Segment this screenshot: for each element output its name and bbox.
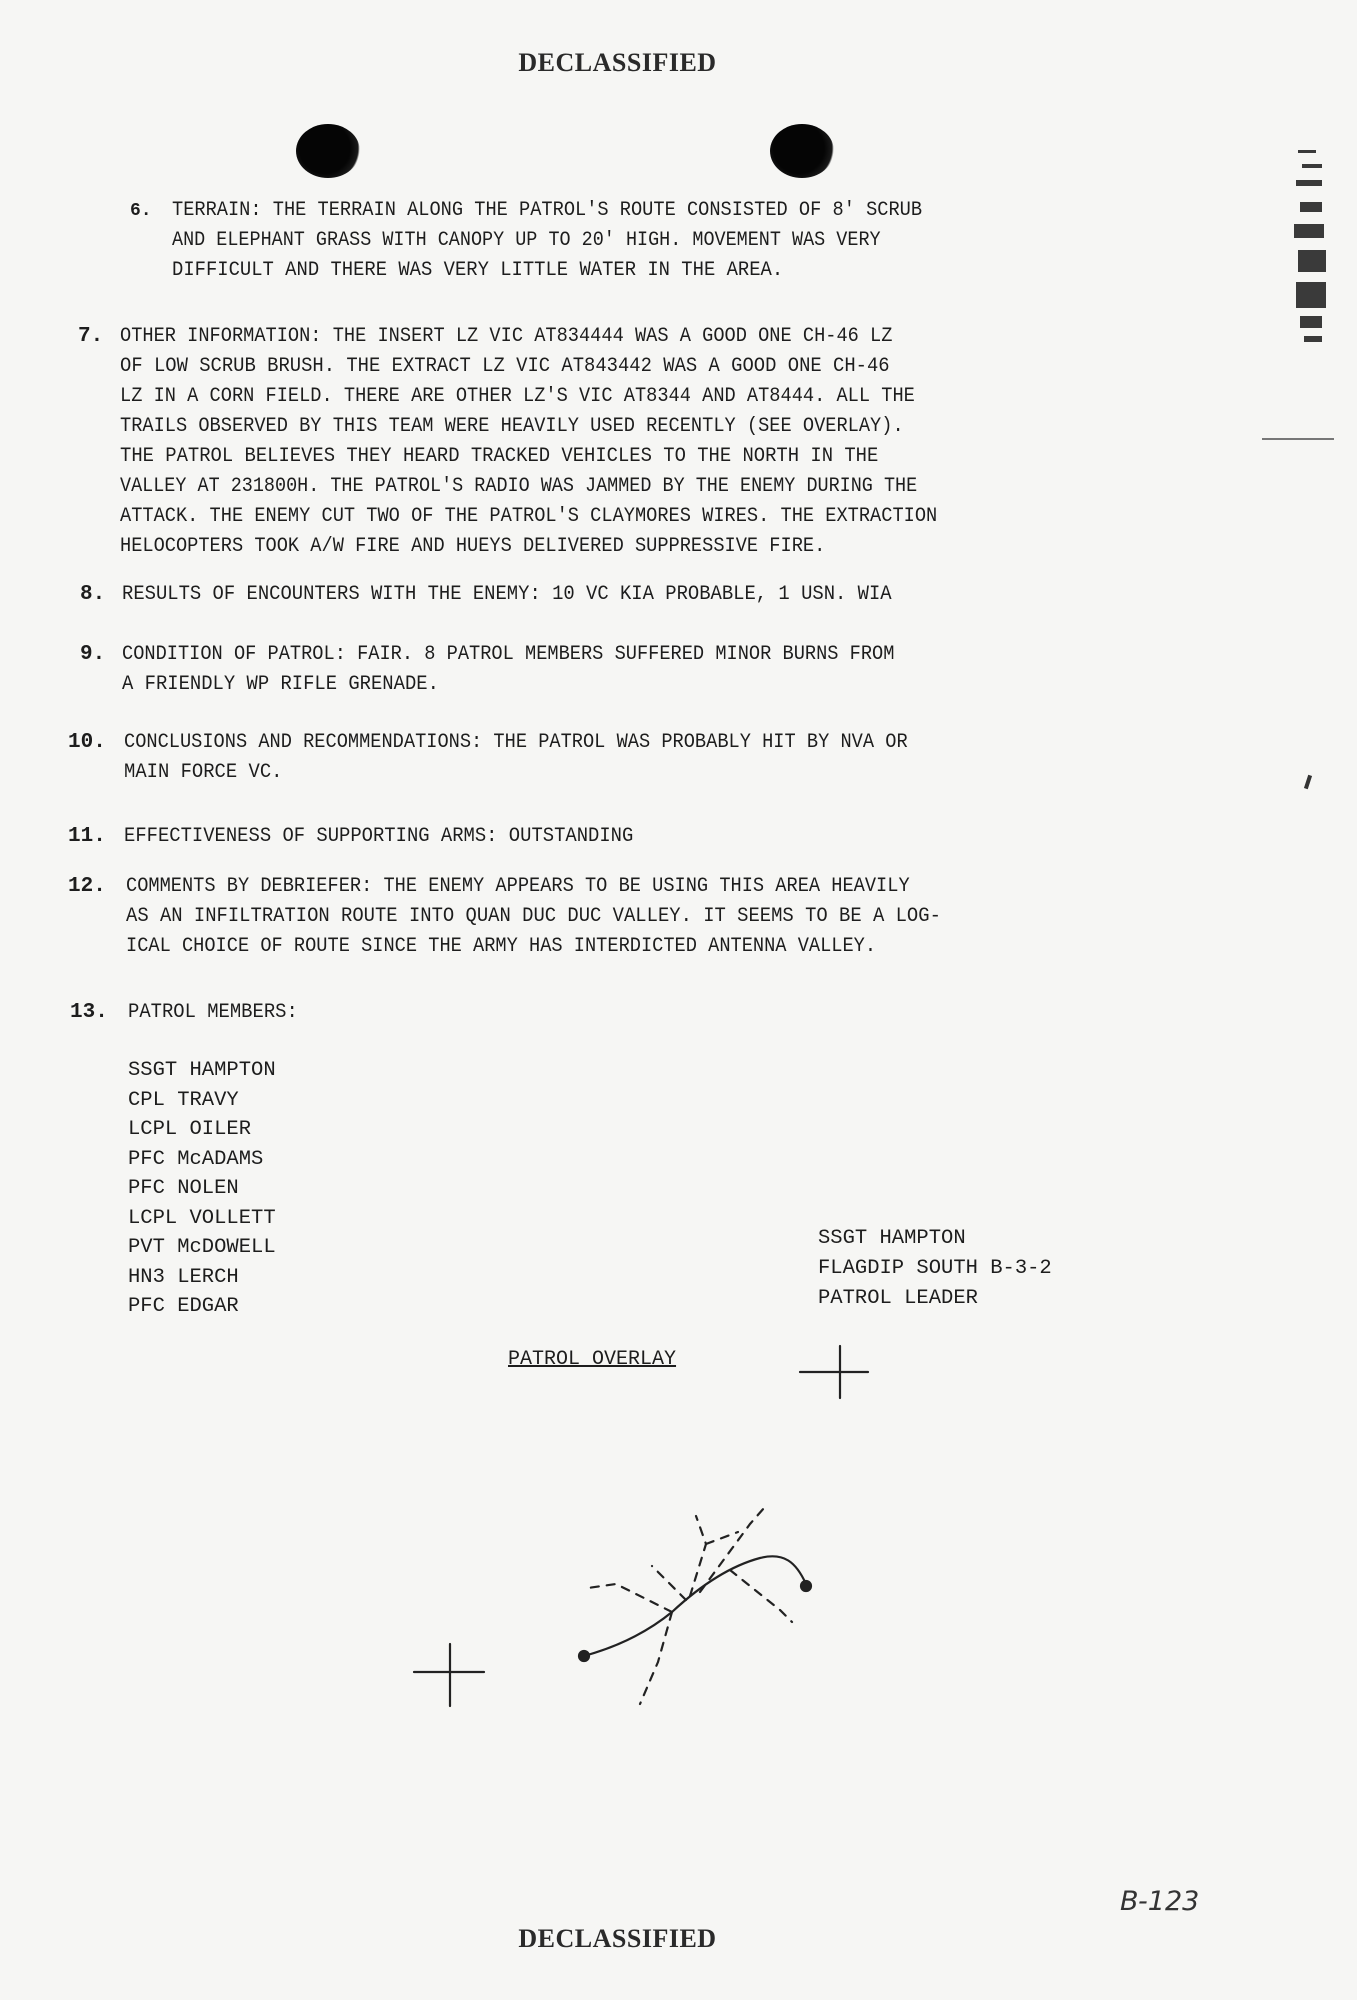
text-line: ICAL CHOICE OF ROUTE SINCE THE ARMY HAS INTERDICTED ANTENNA VALLEY.	[126, 935, 877, 958]
text-line: DIFFICULT AND THERE WAS VERY LITTLE WATER IN THE AREA.	[172, 259, 784, 282]
declassified-header-stamp: DECLASSIFIED	[518, 48, 717, 77]
section-other-information	[78, 322, 1018, 562]
patrol-member: HN3 LERCH	[128, 1265, 239, 1289]
patrol-member: SSGT HAMPTON	[128, 1059, 276, 1082]
section-number: 8.	[80, 583, 106, 606]
section-number: 6.	[130, 201, 152, 221]
punch-hole-right	[770, 124, 834, 178]
text-line: LZ IN A CORN FIELD. THERE ARE OTHER LZ'S VIC AT8344 AND AT8444. ALL THE	[120, 385, 915, 408]
section-number: 12.	[68, 875, 106, 898]
section-number: 7.	[78, 325, 104, 348]
margin-rule	[1262, 438, 1334, 440]
signature-line: PATROL LEADER	[818, 1287, 978, 1310]
text-line: TERRAIN: THE TERRAIN ALONG THE PATROL'S ROUTE CONSISTED OF 8' SCRUB	[172, 199, 923, 222]
section-terrain	[130, 196, 996, 286]
patrol-member: PFC NOLEN	[128, 1177, 239, 1200]
text-line: ATTACK. THE ENEMY CUT TWO OF THE PATROL'S CLAYMORES WIRES. THE EXTRACTION	[120, 505, 938, 528]
patrol-member-list	[128, 1056, 276, 1322]
section-results-of-encounters	[80, 580, 959, 610]
patrol-member: LCPL VOLLETT	[128, 1206, 276, 1230]
patrol-overlay-sketch	[400, 1330, 900, 1750]
patrol-member: LCPL OILER	[128, 1118, 252, 1141]
text-line: THE PATROL BELIEVES THEY HEARD TRACKED VEHICLES TO THE NORTH IN THE	[120, 445, 879, 468]
text-line: AS AN INFILTRATION ROUTE INTO QUAN DUC DUC VALLEY. IT SEEMS TO BE A LOG-	[126, 905, 941, 928]
text-line: TRAILS OBSERVED BY THIS TEAM WERE HEAVILY USED RECENTLY (SEE OVERLAY).	[120, 415, 904, 438]
text-line: OF LOW SCRUB BRUSH. THE EXTRACT LZ VIC AT843442 WAS A GOOD ONE CH-46	[120, 355, 890, 378]
text-line: A FRIENDLY WP RIFLE GRENADE.	[122, 673, 439, 696]
signature-block	[818, 1224, 1052, 1314]
text-line: PATROL MEMBERS:	[128, 1001, 298, 1024]
section-number: 9.	[80, 643, 106, 666]
section-supporting-arms	[68, 822, 678, 852]
text-line: AND ELEPHANT GRASS WITH CANOPY UP TO 20' HIGH. MOVEMENT WAS VERY	[172, 229, 881, 252]
text-line: COMMENTS BY DEBRIEFER: THE ENEMY APPEARS TO BE USING THIS AREA HEAVILY	[126, 875, 910, 898]
text-line: EFFECTIVENESS OF SUPPORTING ARMS: OUTSTANDING	[124, 825, 634, 848]
punch-hole-left	[296, 124, 360, 178]
section-conclusions	[68, 728, 985, 788]
text-line: HELOCOPTERS TOOK A/W FIRE AND HUEYS DELIVERED SUPPRESSIVE FIRE.	[120, 535, 826, 558]
text-line: CONCLUSIONS AND RECOMMENDATIONS: THE PATROL WAS PROBABLY HIT BY NVA OR	[124, 731, 908, 754]
patrol-member: PVT McDOWELL	[128, 1236, 276, 1259]
signature-line: SSGT HAMPTON	[818, 1227, 966, 1250]
text-line: VALLEY AT 231800H. THE PATROL'S RADIO WAS JAMMED BY THE ENEMY DURING THE	[120, 475, 918, 498]
section-debriefer-comments	[68, 872, 1012, 962]
declassified-footer-stamp: DECLASSIFIED	[518, 1924, 717, 1953]
section-number: 13.	[70, 1001, 108, 1024]
signature-line: FLAGDIP SOUTH B-3-2	[818, 1257, 1052, 1280]
margin-tick	[1304, 775, 1312, 790]
text-line: CONDITION OF PATROL: FAIR. 8 PATROL MEMBERS SUFFERED MINOR BURNS FROM	[122, 643, 895, 666]
text-line: OTHER INFORMATION: THE INSERT LZ VIC AT834444 WAS A GOOD ONE CH-46 LZ	[120, 325, 893, 348]
section-number: 11.	[68, 825, 106, 848]
text-line: RESULTS OF ENCOUNTERS WITH THE ENEMY: 10 VC KIA PROBABLE, 1 USN. WIA	[122, 583, 892, 606]
handwritten-page-ref: B-123	[1120, 1886, 1200, 1917]
section-condition-of-patrol	[80, 640, 971, 700]
text-line: MAIN FORCE VC.	[124, 761, 283, 784]
patrol-member: CPL TRAVY	[128, 1088, 239, 1112]
registration-mark	[800, 1346, 868, 1398]
section-number: 10.	[68, 731, 106, 754]
patrol-overlay-title: PATROL OVERLAY	[508, 1348, 677, 1371]
section-patrol-members	[70, 998, 313, 1028]
scan-edge-artifact	[1288, 140, 1338, 380]
patrol-member: PFC EDGAR	[128, 1295, 239, 1318]
registration-mark	[414, 1644, 484, 1706]
patrol-member: PFC McADAMS	[128, 1147, 264, 1171]
